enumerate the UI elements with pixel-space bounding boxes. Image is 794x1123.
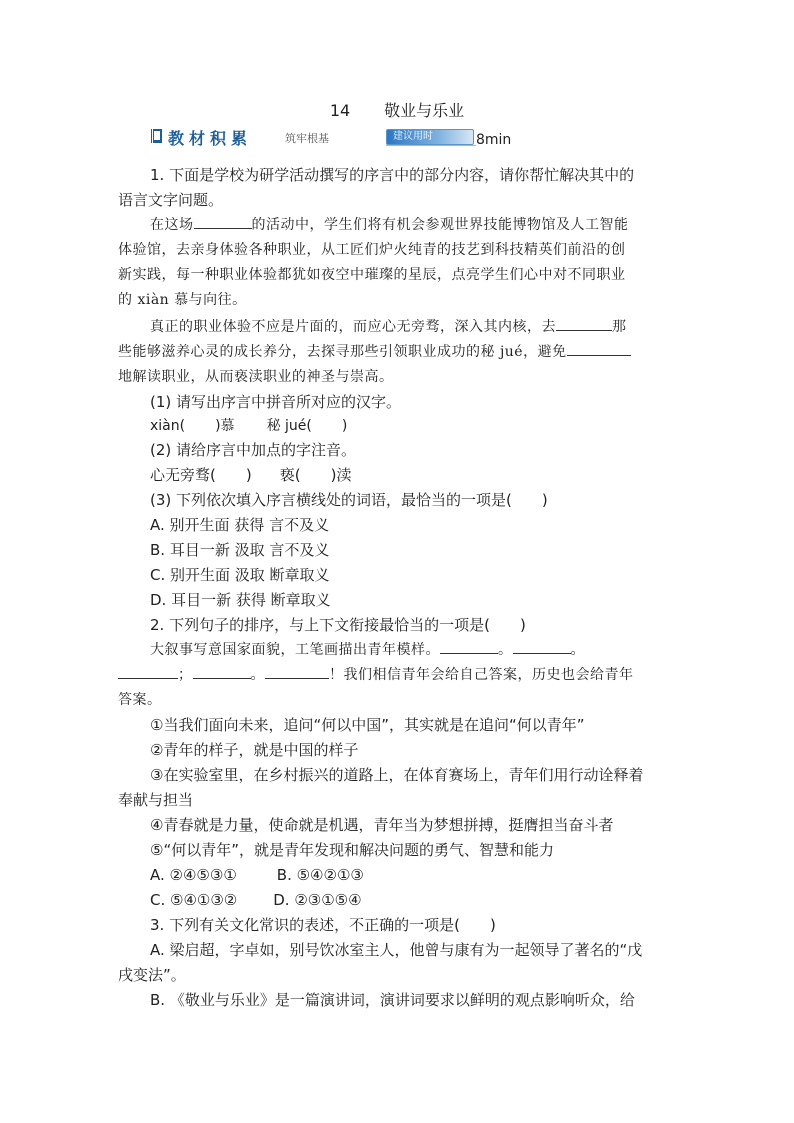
q1-option-d: D. 耳目一新 获得 断章取义 [150, 591, 331, 609]
fill-blank [440, 639, 498, 654]
q1-stem-cont: 语言文字问题。 [118, 191, 224, 209]
q2-stem: 2. 下列句子的排序，与上下文衔接最恰当的一项是( ) [150, 616, 526, 634]
fill-blank [193, 664, 251, 679]
q2-item-cont: 奉献与担当 [118, 791, 194, 809]
preface-line: 真正的职业体验不应是片面的，而应心无旁骛，深入其内核，去 那 [150, 315, 627, 339]
book-icon [150, 128, 164, 144]
section-subtitle: 筑牢根基 [285, 132, 329, 145]
q2-item: ②青年的样子，就是中国的样子 [150, 741, 359, 759]
q2-item: ③在实验室里，在乡村振兴的道路上，在体育赛场上，青年们用行动诠释着 [150, 766, 644, 784]
preface-line: 地解读职业，从而亵渎职业的神圣与崇高。 [118, 369, 394, 385]
q1-option-a: A. 别开生面 获得 言不及义 [150, 516, 330, 534]
preface-line: 的 xiàn 慕与向往。 [118, 292, 247, 308]
q3-option-a: A. 梁启超，字卓如，别号饮冰室主人，他曾与康有为一起领导了著名的“戊 [150, 941, 643, 959]
time-value: 8min [476, 132, 512, 148]
fill-blank [556, 316, 612, 331]
fill-blank [265, 664, 329, 679]
q1-option-c: C. 别开生面 汲取 断章取义 [150, 566, 330, 584]
q3-option-a-cont: 戌变法”。 [118, 966, 186, 984]
preface-line: 体验馆，去亲身体验各种职业，从工匠们炉火纯青的技艺到科技精英们前沿的创 [118, 242, 626, 258]
lesson-number: 14 [329, 101, 351, 120]
q1-sub1: (1) 请写出序言中拼音所对应的汉字。 [150, 393, 402, 411]
fill-blank [118, 664, 178, 679]
q3-stem: 3. 下列有关文化常识的表述，不正确的一项是( ) [150, 916, 496, 934]
section-title: 教材积累 [168, 129, 253, 148]
time-badge: 建议用时 [386, 129, 474, 145]
preface-line: 些能够滋养心灵的成长养分，去探寻那些引领职业成功的秘 jué，避免 [118, 340, 631, 364]
q3-option-b: B. 《敬业与乐业》是一篇演讲词，演讲词要求以鲜明的观点影响听众，给 [150, 991, 635, 1009]
q2-context: 答案。 [118, 692, 162, 708]
q1-sub2-answers: 心无旁骛( ) 亵( )渎 [150, 466, 352, 484]
q2-options-ab: A. ②④⑤③① B. ⑤④②①③ [150, 866, 364, 884]
q1-sub3: (3) 下列依次填入序言横线处的词语，最恰当的一项是( ) [150, 491, 548, 509]
q2-item: ④青春就是力量，使命就是机遇，青年当为梦想拼搏，挺膺担当奋斗者 [150, 816, 614, 834]
fill-blank [567, 341, 631, 356]
page-title [0, 98, 794, 121]
lesson-title: 敬业与乐业 [384, 101, 465, 120]
fill-blank [513, 639, 571, 654]
q1-sub1-answers: xiàn( )慕 秘 jué( ) [150, 418, 348, 434]
q2-context: ； 。 ！我们相信青年会给自己答案，历史也会给青年 [118, 663, 634, 687]
q2-context: 大叙事写意国家面貌，工笔画描出青年模样。 。 。 [150, 638, 585, 662]
fill-blank [194, 214, 252, 229]
q1-option-b: B. 耳目一新 汲取 言不及义 [150, 541, 330, 559]
preface-line: 在这场 的活动中，学生们将有机会参观世界技能博物馆及人工智能 [150, 213, 629, 237]
q2-options-cd: C. ⑤④①③② D. ②③①⑤④ [150, 891, 362, 909]
q2-item: ①当我们面向未来，追问“何以中国”，其实就是在追问“何以青年” [150, 716, 585, 734]
banner-divider [386, 145, 476, 146]
q1-stem: 1. 下面是学校为研学活动撰写的序言中的部分内容，请你帮忙解决其中的 [150, 166, 635, 184]
preface-line: 新实践，每一种职业体验都犹如夜空中璀璨的星辰，点亮学生们心中对不同职业 [118, 267, 626, 283]
q2-item: ⑤“何以青年”，就是青年发现和解决问题的勇气、智慧和能力 [150, 841, 554, 859]
q1-sub2: (2) 请给序言中加点的字注音。 [150, 441, 357, 459]
